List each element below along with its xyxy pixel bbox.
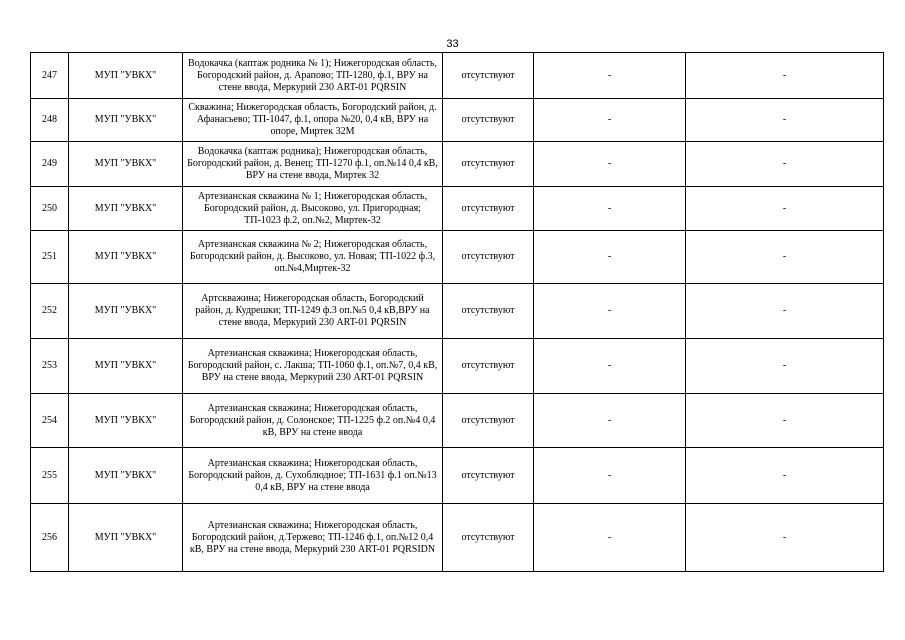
organization-cell: МУП "УВКХ" <box>69 187 183 231</box>
table-row <box>31 99 884 142</box>
status-cell: отсутствуют <box>443 53 534 99</box>
table-row <box>31 394 884 448</box>
empty-value-cell: - <box>686 231 884 284</box>
status-cell: отсутствуют <box>443 448 534 504</box>
object-description-cell: Водокачка (каптаж родника № 1); Нижегородская область, Богородский район, д. Арапово; ТП-1280, ф.1, ВРУ на стене ввода, Меркурий 230 ART-01 PQRSIN <box>183 53 443 99</box>
empty-value-cell: - <box>686 448 884 504</box>
empty-value-cell: - <box>534 142 686 187</box>
empty-value-cell: - <box>686 394 884 448</box>
status-cell: отсутствуют <box>443 284 534 339</box>
row-number-cell: 248 <box>31 99 69 142</box>
empty-value-cell: - <box>534 394 686 448</box>
organization-cell: МУП "УВКХ" <box>69 99 183 142</box>
data-table <box>30 52 884 572</box>
empty-value-cell: - <box>534 284 686 339</box>
empty-value-cell: - <box>534 504 686 572</box>
empty-value-cell: - <box>686 504 884 572</box>
status-cell: отсутствуют <box>443 394 534 448</box>
page-number: 33 <box>446 38 459 50</box>
empty-value-cell: - <box>686 142 884 187</box>
status-cell: отсутствуют <box>443 99 534 142</box>
table-row <box>31 142 884 187</box>
table-row <box>31 504 884 572</box>
organization-cell: МУП "УВКХ" <box>69 142 183 187</box>
object-description-cell: Артезианская скважина; Нижегородская область, Богородский район, д. Солонское; ТП-1225 ф.2 оп.№4 0,4 кВ, ВРУ на стене ввода <box>183 394 443 448</box>
organization-cell: МУП "УВКХ" <box>69 504 183 572</box>
table-row <box>31 448 884 504</box>
table-row <box>31 53 884 99</box>
empty-value-cell: - <box>534 187 686 231</box>
row-number-cell: 251 <box>31 231 69 284</box>
status-cell: отсутствуют <box>443 187 534 231</box>
empty-value-cell: - <box>686 99 884 142</box>
empty-value-cell: - <box>686 187 884 231</box>
row-number-cell: 249 <box>31 142 69 187</box>
object-description-cell: Водокачка (каптаж родника); Нижегородская область, Богородский район, д. Венец; ТП-1270 ф.1, оп.№14 0,4 кВ, ВРУ на стене ввода, Миртек 32 <box>183 142 443 187</box>
status-cell: отсутствуют <box>443 231 534 284</box>
organization-cell: МУП "УВКХ" <box>69 53 183 99</box>
object-description-cell: Артезианская скважина; Нижегородская область, Богородский район, д. Сухоблюдное; ТП-1631 ф.1 оп.№13 0,4 кВ, ВРУ на стене ввода <box>183 448 443 504</box>
status-cell: отсутствуют <box>443 504 534 572</box>
row-number-cell: 250 <box>31 187 69 231</box>
empty-value-cell: - <box>686 53 884 99</box>
empty-value-cell: - <box>534 231 686 284</box>
status-cell: отсутствуют <box>443 339 534 394</box>
object-description-cell: Артезианская скважина № 1; Нижегородская область, Богородский район, д. Высоково, ул. Пригородная; ТП-1023 ф.2, оп.№2, Миртек-32 <box>183 187 443 231</box>
empty-value-cell: - <box>534 448 686 504</box>
object-description-cell: Артезианская скважина № 2; Нижегородская область, Богородский район, д. Высоково, ул. Новая; ТП-1022 ф.3, оп.№4,Миртек-32 <box>183 231 443 284</box>
organization-cell: МУП "УВКХ" <box>69 394 183 448</box>
row-number-cell: 256 <box>31 504 69 572</box>
organization-cell: МУП "УВКХ" <box>69 231 183 284</box>
empty-value-cell: - <box>686 284 884 339</box>
row-number-cell: 255 <box>31 448 69 504</box>
empty-value-cell: - <box>534 339 686 394</box>
empty-value-cell: - <box>534 99 686 142</box>
table-row <box>31 339 884 394</box>
row-number-cell: 254 <box>31 394 69 448</box>
table-row <box>31 284 884 339</box>
object-description-cell: Скважина; Нижегородская область, Богородский район, д. Афанасьево; ТП-1047, ф.1, опора №20, 0,4 кВ, ВРУ на опоре, Миртек 32М <box>183 99 443 142</box>
row-number-cell: 247 <box>31 53 69 99</box>
object-description-cell: Артезианская скважина; Нижегородская область, Богородский район, с. Лакша; ТП-1060 ф.1, оп.№7, 0,4 кВ, ВРУ на стене ввода, Меркурий 230 ART-01 PQRSIN <box>183 339 443 394</box>
object-description-cell: Артезианская скважина; Нижегородская область, Богородский район, д.Тержево; ТП-1246 ф.1, оп.№12 0,4 кВ, ВРУ на стене ввода, Меркурий 230 ART-01 PQRSIDN <box>183 504 443 572</box>
empty-value-cell: - <box>686 339 884 394</box>
organization-cell: МУП "УВКХ" <box>69 284 183 339</box>
organization-cell: МУП "УВКХ" <box>69 339 183 394</box>
row-number-cell: 252 <box>31 284 69 339</box>
object-description-cell: Артскважина; Нижегородская область, Богородский район, д. Кудрешки; ТП-1249 ф.3 оп.№5 0,4 кВ,ВРУ на стене ввода, Меркурий 230 ART-01 PQRSIN <box>183 284 443 339</box>
empty-value-cell: - <box>534 53 686 99</box>
table-row <box>31 187 884 231</box>
organization-cell: МУП "УВКХ" <box>69 448 183 504</box>
status-cell: отсутствуют <box>443 142 534 187</box>
row-number-cell: 253 <box>31 339 69 394</box>
table-row <box>31 231 884 284</box>
